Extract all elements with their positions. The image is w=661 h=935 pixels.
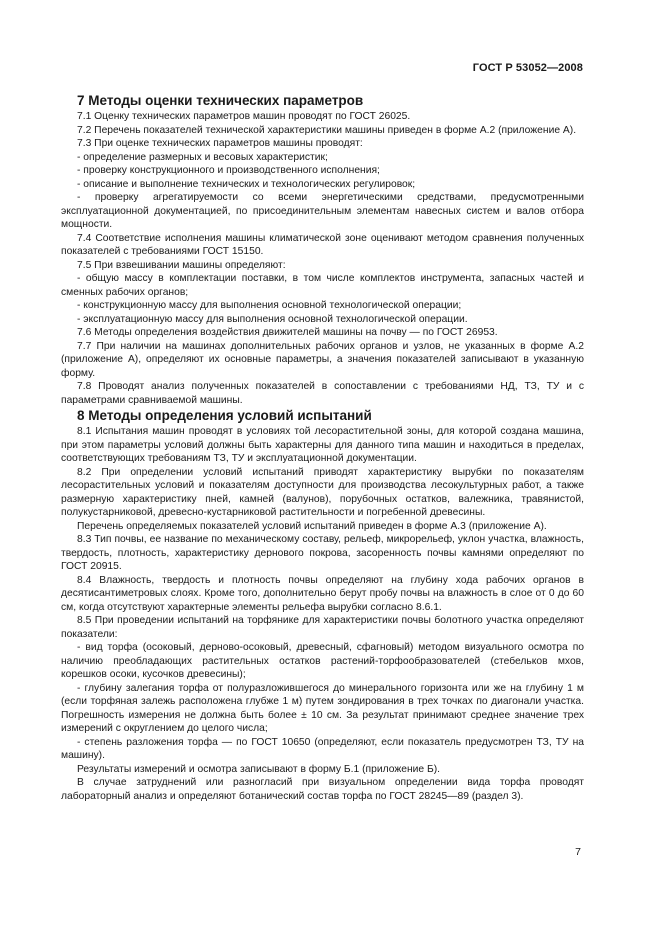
paragraph: 7.5 При взвешивании машины определяют: [77, 259, 286, 271]
page-content [61, 92, 584, 803]
paragraph: 7.2 Перечень показателей технической характеристики машины приведен в форме А.2 (приложение А). [77, 124, 577, 136]
document-code: ГОСТ Р 53052—2008 [472, 62, 583, 74]
paragraph: Результаты измерений и осмотра записывают в форму Б.1 (приложение Б). [77, 763, 441, 775]
paragraph: 7.4 Соответствие исполнения машины климатической зоне оценивают методом сравнения полученных показателей с требованиями ГОСТ 15150. [61, 232, 584, 257]
list-item: - глубину залегания торфа от полуразложившегося до минерального горизонта или же на глубину 1 м (если торфяная залежь расположена глубже 1 м) путем зондирования в трех точках по диагонали участка. Погрешность измерения не должна быть более ± 10 см. За результат принимают среднее значение трех измерений с округлением до целого числа; [61, 682, 584, 734]
list-item: - конструкционную массу для выполнения основной технологической операции; [77, 300, 462, 311]
paragraph: Перечень определяемых показателей условий испытаний приведен в форме А.3 (приложение А). [77, 520, 547, 532]
list-item: - описание и выполнение технических и технологических регулировок; [77, 178, 416, 190]
page-number: 7 [575, 846, 581, 858]
paragraph: 7.8 Проводят анализ полученных показателей в сопоставлении с требованиями НД, ТЗ, ТУ и с параметрами сравниваемой машины. [61, 381, 584, 406]
list-item: - общую массу в комплектации поставки, в том числе комплектов инструмента, запасных частей и сменных рабочих органов; [61, 273, 584, 298]
paragraph: 7.1 Оценку технических параметров машин проводят по ГОСТ 26025. [77, 111, 411, 122]
list-item: - проверку агрегатируемости со всеми энергетическими средствами, предусмотренными эксплуатационной документацией, по присоединительным элементам навесных систем и валов отбора мощности. [61, 192, 584, 230]
list-item: - проверку конструкционного и производственного исполнения; [77, 165, 380, 176]
list-item: - эксплуатационную массу для выполнения основной технологической операции. [77, 313, 468, 325]
list-item: - вид торфа (осоковый, дерново-осоковый, древесный, сфагновый) методом визуального осмотра по наличию преобладающих растительных остатков растений-торфообразователей (стебельков мхов, корешков осоки, кусочков древесины); [61, 642, 584, 680]
paragraph: В случае затруднений или разногласий при визуальном определении вида торфа проводят лабораторный анализ и определяют ботанический состав торфа по ГОСТ 28245—89 (раздел 3). [61, 777, 584, 802]
paragraph: 8.3 Тип почвы, ее название по механическому составу, рельеф, микрорельеф, уклон участка, влажность, твердость, плотность, характеристику дернового покрова, засоренность почвы камнями определяют по ГОСТ 20915. [61, 534, 584, 572]
paragraph: 8.1 Испытания машин проводят в условиях той лесорастительной зоны, для которой создана машина, при этом параметры условий должны быть характерны для данного типа машин и находиться в пределах, соответствующих требованиям ТЗ, ТУ и эксплуатационной документации. [61, 426, 584, 464]
section-8-title: 8 Методы определения условий испытаний [77, 408, 372, 423]
section-8-body [61, 425, 584, 803]
paragraph: 8.5 При проведении испытаний на торфянике для характеристики почвы болотного участка определяют показатели: [61, 615, 584, 640]
paragraph: 7.7 При наличии на машинах дополнительных рабочих органов и узлов, не указанных в форме А.2 (приложение А), определяют их основные параметры, а значения показателей записывают в указанную форму. [61, 340, 584, 379]
list-item: - степень разложения торфа — по ГОСТ 10650 (определяют, если показатель предусмотрен ТЗ, ТУ на машину). [61, 736, 584, 761]
paragraph: 7.3 При оценке технических параметров машины проводят: [77, 138, 363, 149]
paragraph: 8.2 При определении условий испытаний приводят характеристику вырубки по показателям лесорастительных условий и показателям доступности для производства лесокультурных работ, а также размерную характеристику пней, камней (валунов), порубочных остатков, валежника, травянистой, полукустарниковой, древесно-кустарниковой растительности и погребенной древесины. [61, 466, 584, 518]
section-7-title: 7 Методы оценки технических параметров [77, 93, 364, 108]
section-7-body [61, 110, 584, 407]
list-item: - определение размерных и весовых характеристик; [77, 151, 328, 163]
paragraph: 8.4 Влажность, твердость и плотность почвы определяют на глубину хода рабочих органов в десятисантиметровых слоях. Кроме того, дополнительно берут пробу почвы на влажность в слое от 0 до 60 см, когда отсутствуют характерные элементы рельефа вырубки согласно 8.6.1. [61, 574, 584, 613]
paragraph: 7.6 Методы определения воздействия движителей машины на почву — по ГОСТ 26953. [77, 327, 498, 338]
